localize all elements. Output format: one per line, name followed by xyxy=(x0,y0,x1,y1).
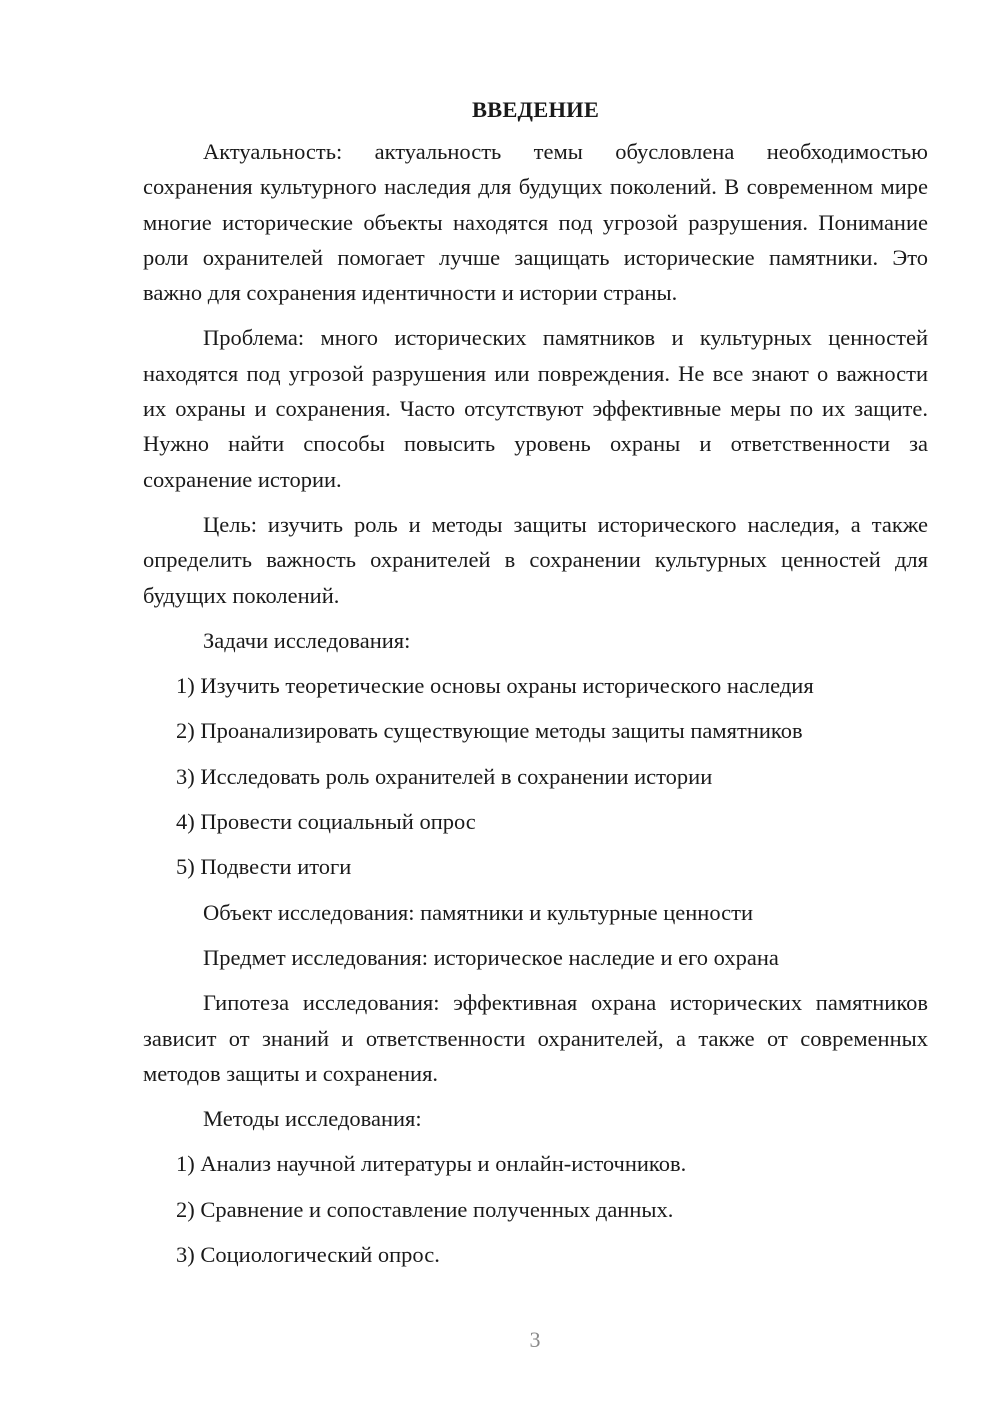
method-item: 1) Анализ научной литературы и онлайн-источников. xyxy=(176,1151,687,1177)
task-item: 2) Проанализировать существующие методы защиты памятников xyxy=(176,718,803,744)
tasks-heading: Задачи исследования: xyxy=(203,627,411,653)
relevance-paragraph: Актуальность: актуальность темы обусловлена необходимостью сохранения культурного наследия для будущих поколений. В современном мире многие исторические объекты находятся под угрозой разрушения. Понимание роли охранителей помогает лучше защищать исторические памятники. Это важно для сохранения идентичности и истории страны. xyxy=(143,139,928,306)
task-item: 5) Подвести итоги xyxy=(176,854,352,880)
research-object: Объект исследования: памятники и культурные ценности xyxy=(203,899,753,925)
hypothesis-paragraph: Гипотеза исследования: эффективная охрана исторических памятников зависит от знаний и ответственности охранителей, а также от современных методов защиты и сохранения. xyxy=(143,990,928,1086)
method-item: 2) Сравнение и сопоставление полученных данных. xyxy=(176,1196,674,1222)
problem-paragraph: Проблема: много исторических памятников и культурных ценностей находятся под угрозой разрушения или повреждения. Не все знают о важности их охраны и сохранения. Часто отсутствуют эффективные меры по их защите. Нужно найти способы повысить уровень охраны и ответственности за сохранение истории. xyxy=(143,325,928,492)
page-number: 3 xyxy=(529,1327,541,1352)
task-item: 4) Провести социальный опрос xyxy=(176,809,476,835)
page-title: ВВЕДЕНИЕ xyxy=(471,97,600,122)
goal-paragraph: Цель: изучить роль и методы защиты исторического наследия, а также определить важность охранителей в сохранении культурных ценностей для будущих поколений. xyxy=(143,511,928,608)
task-item: 1) Изучить теоретические основы охраны исторического наследия xyxy=(176,673,814,699)
research-subject: Предмет исследования: историческое наследие и его охрана xyxy=(203,944,779,970)
methods-heading: Методы исследования: xyxy=(203,1106,422,1132)
task-item: 3) Исследовать роль охранителей в сохранении истории xyxy=(176,763,713,789)
method-item: 3) Социологический опрос. xyxy=(176,1242,440,1268)
document-page xyxy=(143,92,928,1272)
